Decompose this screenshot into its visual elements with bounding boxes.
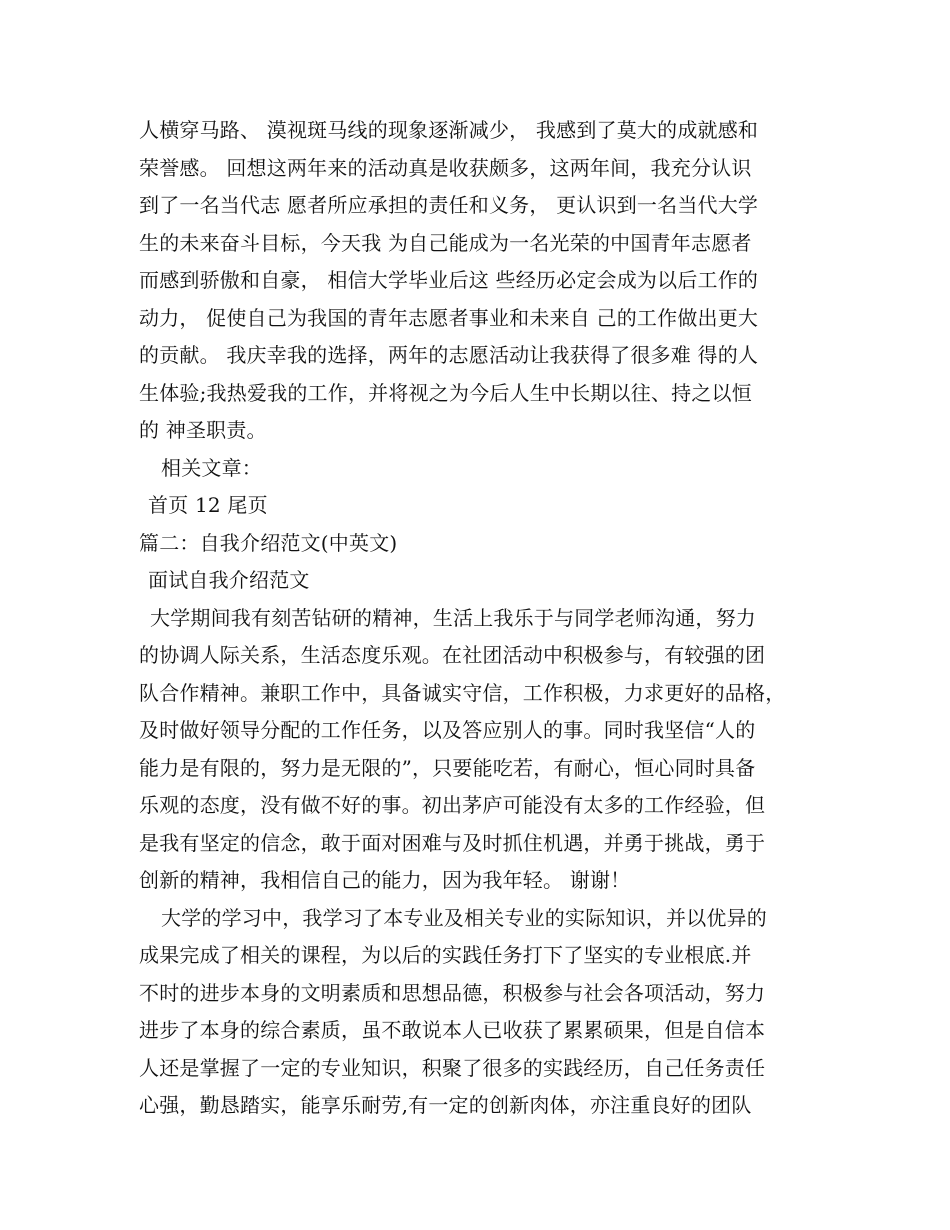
text-line: 乐观的态度，没有做不好的事。初出茅庐可能没有太多的工作经验，但 [139,793,766,817]
text-line: 及时做好领导分配的工作任务，以及答应别人的事。同时我坚信“人的 [139,718,756,742]
text-line: 到了一名当代志 愿者所应承担的责任和义务， 更认识到一名当代大学 [139,193,759,217]
previous-section-text [139,112,819,450]
paragraph-self-introduction [139,600,819,900]
related-articles-label: 相关文章： [161,455,262,480]
text-line: 大学的学习中，我学习了本专业及相关专业的实际知识，并以优异的 [161,905,767,930]
text-line: 不时的进步本身的文明素质和思想品德，积极参与社会各项活动，努力 [139,980,766,1005]
text-line: 是我有坚定的信念，敢于面对困难与及时抓住机遇，并勇于挑战，勇于 [139,830,766,855]
text-line: 人横穿马路、 漠视斑马线的现象逐渐减少， 我感到了莫大的成就感和 [139,118,759,142]
text-line: 成果完成了相关的课程，为以后的实践任务打下了坚实的专业根底.并 [139,943,752,967]
text-line: 创新的精神，我相信自己的能力，因为我年轻。 谢谢！ [139,868,631,892]
text-line: 生的未来奋斗目标，今天我 为自己能成为一名光荣的中国青年志愿者 [139,230,752,255]
pagination-links[interactable]: 首页 12 尾页 [148,493,268,517]
paragraph-study-experience [139,900,819,1125]
text-line: 人还是掌握了一定的专业知识，积聚了很多的实践经历，自己任务责任 [139,1055,766,1080]
text-line: 动力， 促使自己为我国的青年志愿者事业和未来自 己的工作做出更大 [139,305,759,330]
text-line: 心强，勤恳踏实，能享乐耐劳,有一定的创新肉体，亦注重良好的团队 [139,1093,752,1117]
text-line: 大学期间我有刻苦钻研的精神，生活上我乐于与同学老师沟通，努力 [150,605,756,630]
text-line: 的协调人际关系，生活态度乐观。在社团活动中积极参与，有较强的团 [139,643,766,667]
document-body [139,112,819,1125]
text-line: 的贡献。 我庆幸我的选择，两年的志愿活动让我获得了很多难 得的人 [139,343,759,367]
text-line: 荣誉感。 回想这两年来的活动真是收获颇多，这两年间，我充分认识 [139,155,752,180]
article-title: 篇二：自我介绍范文(中英文) [139,530,398,555]
text-line: 生体验;我热爱我的工作，并将视之为今后人生中长期以往、持之以恒 [139,380,752,405]
text-line: 进步了本身的综合素质，虽不敢说本人已收获了累累硕果，但是自信本 [139,1018,766,1042]
text-line: 能力是有限的，努力是无限的”，只要能吃若，有耐心，恒心同时具备 [139,755,756,780]
text-line: 的 神圣职责。 [139,418,267,442]
text-line: 队合作精神。兼职工作中，具备诚实守信，工作积极，力求更好的品格， [139,680,786,705]
article-subtitle: 面试自我介绍范文 [148,568,310,592]
text-line: 而感到骄傲和自豪， 相信大学毕业后这 些经历必定会成为以后工作的 [139,268,759,292]
